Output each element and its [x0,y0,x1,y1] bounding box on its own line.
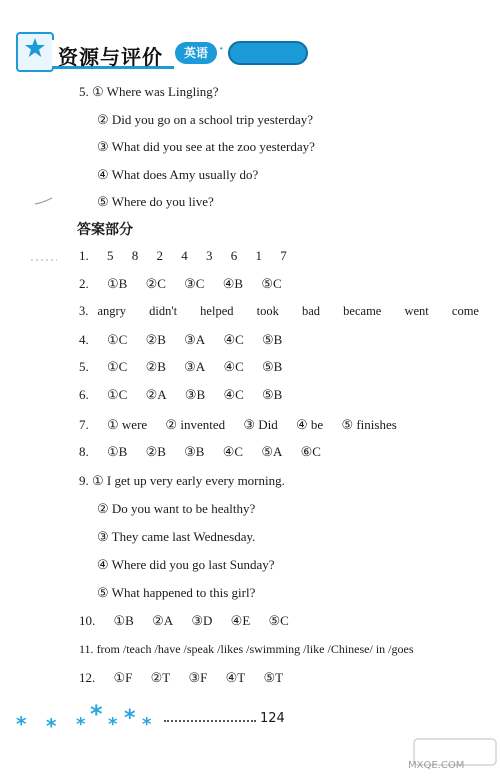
answer-number: 3. [79,304,89,318]
answer-token: didn't [149,304,178,318]
answer-sentence: ① I get up very early every morning. [92,473,285,488]
answer-item-8 [79,444,336,460]
star-icon: * [76,714,86,735]
answer-token: ⑤A [261,444,283,459]
question-line: ③ What did you see at the zoo yesterday? [97,139,315,154]
star-icon: * [142,714,152,735]
answer-token: went [404,304,429,318]
answer-token: ②C [145,276,166,291]
answer-number: 11. [79,642,94,656]
answer-token: come [451,304,479,318]
answer-token: ④C [222,444,244,459]
answer-item-10 [79,613,304,629]
star-icon: * [46,714,57,738]
answer-token: 2 [156,248,163,263]
question-line: 5. ① Where was Lingling? [79,84,219,99]
answer-number: 10. [79,613,96,628]
answer-token: ②B [145,444,166,459]
answer-number: 6. [79,387,89,402]
star-logo-icon [24,37,46,59]
answer-item-3 [79,304,479,319]
page-header [0,0,500,80]
answer-token: 1 [255,248,262,263]
answer-token: helped [200,304,234,318]
question-line: ⑤ Where do you live? [97,194,214,209]
answer-item-5 [79,359,297,375]
answer-token: ⑤B [262,332,283,347]
answer-item-11 [79,642,414,657]
answer-token: ①B [107,444,128,459]
answer-item-1 [79,248,302,264]
answer-section-title: 答案部分 [77,222,133,238]
answer-token: ①F [113,670,133,685]
chevron-right-icon: ››› [272,44,292,60]
answer-item-7 [79,417,412,433]
answer-token: 3 [206,248,213,263]
answer-token: ④B [222,276,244,291]
answer-number: 9. [79,473,89,488]
answer-token: ⑤B [262,387,283,402]
answer-token: ②A [152,613,174,628]
answer-token: ⑤B [262,359,283,374]
answer-token: ④C [223,359,244,374]
footer-dotted-rule [164,720,256,722]
answer-token: 4 [181,248,188,263]
answer-token: ①B [113,613,134,628]
answer-token: ②B [145,359,166,374]
answer-item-6 [79,387,297,403]
answer-token: ③C [184,276,205,291]
answer-token: angry [97,304,126,318]
answer-number: 7. [79,417,89,432]
subject-badge: 英语 [175,42,217,64]
answer-token: ④E [230,613,251,628]
answer-token: ③A [184,332,206,347]
answer-token: ①C [107,387,128,402]
answer-sentence: ② Do you want to be healthy? [97,501,256,516]
answer-number: 1. [79,248,89,263]
edition-badge [228,41,308,65]
answer-token: ③D [191,613,213,628]
answer-token: ⑤C [268,613,289,628]
answer-token: ③A [184,359,206,374]
answer-token: ③B [184,387,206,402]
answer-number: 5. [79,359,89,374]
answer-token: ⑤T [263,670,284,685]
star-icon: * [90,700,103,728]
answer-sentence: ④ Where did you go last Sunday? [97,557,275,572]
answer-token: ④C [223,387,244,402]
answer-token: ⑤C [261,276,282,291]
page-number: 124 [260,711,285,726]
answer-item-12 [79,670,298,686]
star-icon: * [108,714,118,735]
answer-item-2 [79,276,297,292]
answer-sentence: ⑤ What happened to this girl? [97,585,256,600]
answer-token: ⑥C [300,444,321,459]
answer-token: 7 [280,248,287,263]
answer-token: ②A [145,387,167,402]
answer-token: ③B [184,444,205,459]
answer-number: 2. [79,276,89,291]
star-icon: * [124,706,136,731]
answer-token: ⑤ finishes [341,417,397,432]
answer-token: ②T [150,670,171,685]
answer-token: took [256,304,279,318]
answer-item-4 [79,332,297,348]
answer-sentence: from /teach /have /speak /likes /swimming /like /Chinese/ in /goes [96,642,414,656]
publisher-logo [16,32,54,72]
answer-token: ③ Did [243,417,278,432]
answer-token: bad [301,304,321,318]
answer-token: ④T [225,670,246,685]
answer-token: ④C [223,332,244,347]
answer-number: 12. [79,670,96,685]
star-icon: * [16,712,27,736]
answer-token: ① were [107,417,148,432]
answer-token: ② invented [165,417,226,432]
title-separator: · [219,42,224,57]
answer-token: 8 [131,248,139,263]
book-title: 资源与评价 [58,45,163,69]
answer-number: 4. [79,332,89,347]
answer-token: ①C [107,359,128,374]
answer-item-9 [79,473,285,489]
answer-token: ③F [188,670,208,685]
question-line: ② Did you go on a school trip yesterday? [97,112,313,127]
pencil-mark-icon [34,196,54,209]
pencil-mark-icon [30,254,58,266]
answer-token: became [343,304,382,318]
answer-token: ④ be [296,417,324,432]
answer-token: ①B [107,276,128,291]
watermark-url: MXQE.COM [408,760,465,771]
answer-token: ①C [107,332,128,347]
answer-token: 5 [107,248,114,263]
question-line: ④ What does Amy usually do? [97,167,259,182]
answer-number: 8. [79,444,89,459]
answer-token: 6 [230,248,238,263]
answer-token: ②B [145,332,166,347]
answer-sentence: ③ They came last Wednesday. [97,529,256,544]
